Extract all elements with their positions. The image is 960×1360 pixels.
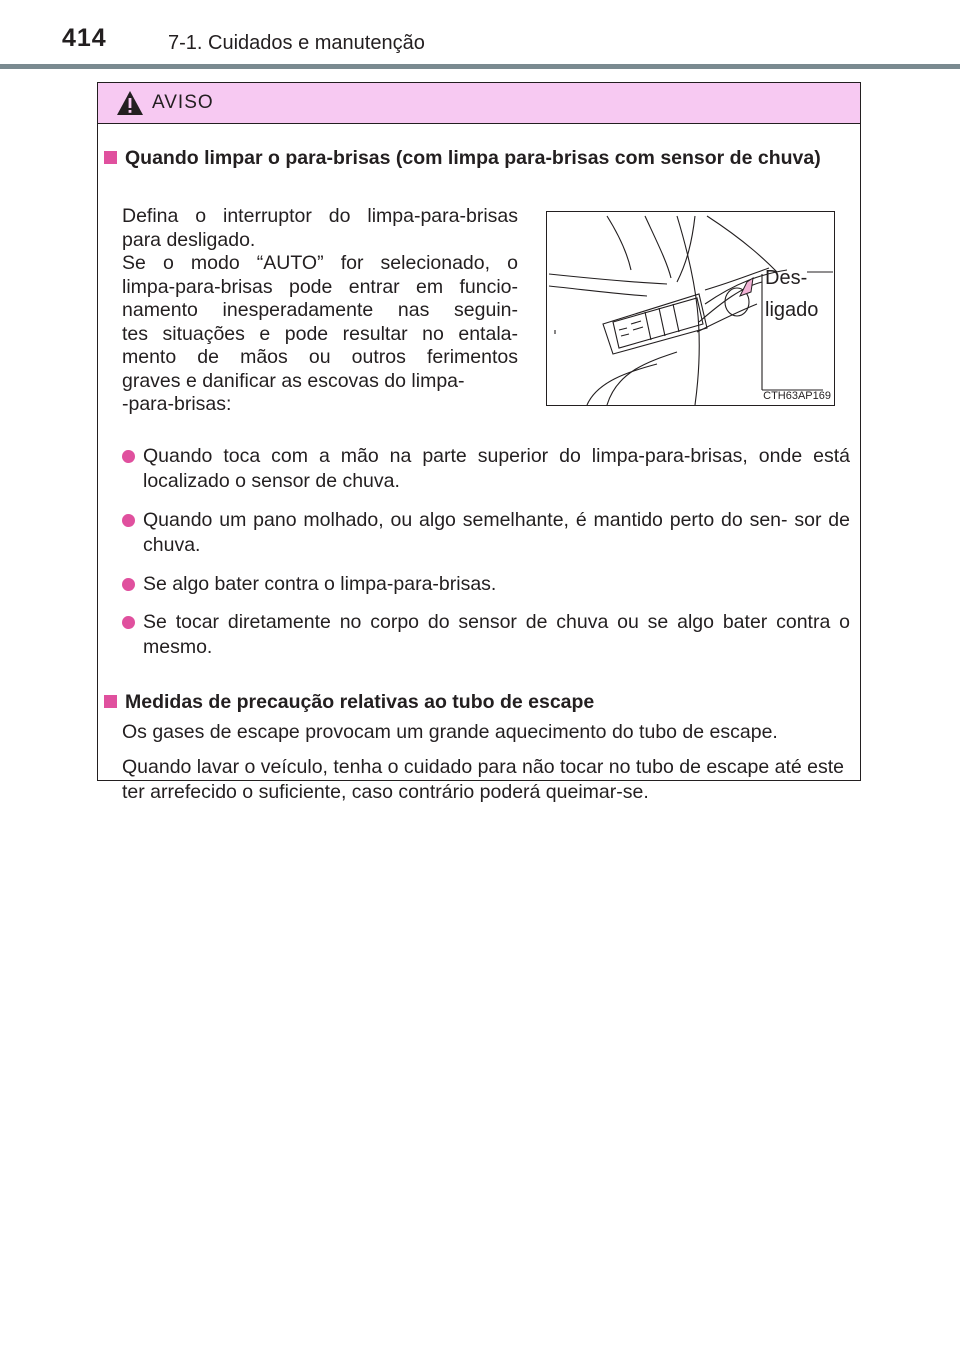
section-title: 7-1. Cuidados e manutenção (168, 32, 425, 54)
intro-line: mento de mãos ou outros ferimentos (122, 346, 518, 368)
warning-header (98, 83, 860, 124)
warning-box (97, 82, 861, 803)
exhaust-paragraph-2: Quando lavar o veículo, tenha o cuidado para não tocar no tubo de escape até este ter arrefecido o suficiente, caso contrário poderá queimar-se. (122, 756, 845, 803)
figure-code: CTH63AP169 (763, 390, 831, 402)
list-item (122, 610, 850, 660)
list-item-text: Se algo bater contra o limpa-para-brisas. (143, 573, 497, 595)
list-item (122, 508, 850, 558)
intro-paragraph (122, 205, 518, 417)
intro-line: Defina o interruptor do limpa-para-brisas (122, 205, 518, 227)
list-item (122, 444, 850, 494)
intro-line: para desligado. (122, 228, 256, 251)
intro-line: Se o modo “AUTO” for selecionado, o (122, 252, 518, 274)
intro-line: -para-brisas: (122, 393, 232, 415)
wiper-switch-illustration (546, 211, 835, 406)
square-bullet-icon (104, 151, 117, 164)
header-rule (0, 64, 960, 69)
list-item-text: Quando toca com a mão na parte superior do limpa-para-brisas, onde está localizado o sensor de chuva. (143, 445, 850, 492)
section-heading-windshield (104, 145, 854, 171)
switch-position-label (765, 262, 818, 326)
square-bullet-icon (104, 695, 117, 708)
label-line: Des- (765, 267, 808, 289)
round-bullet-icon (122, 514, 135, 527)
round-bullet-icon (122, 616, 135, 629)
intro-line: graves e danificar as escovas do limpa- (122, 369, 465, 392)
list-item (122, 572, 850, 597)
section-heading-text: Quando limpar o para-brisas (com limpa para-brisas com sensor de chuva) (125, 147, 821, 169)
warning-triangle-icon (116, 90, 144, 116)
section-heading-text: Medidas de precaução relativas ao tubo de escape (125, 691, 595, 713)
list-item-text: Quando um pano molhado, ou algo semelhante, é mantido perto do sen- sor de chuva. (143, 509, 850, 556)
round-bullet-icon (122, 450, 135, 463)
round-bullet-icon (122, 578, 135, 591)
intro-line: limpa-para-brisas pode entrar em funcio- (122, 275, 518, 298)
intro-line: namento inesperadamente nas seguin- (122, 299, 518, 321)
label-line: ligado (765, 299, 819, 321)
page-number: 414 (62, 24, 107, 52)
warning-title: AVISO (152, 92, 214, 113)
list-item-text: Se tocar diretamente no corpo do sensor de chuva ou se algo bater contra o mesmo. (143, 611, 850, 658)
section-heading-exhaust (104, 689, 854, 715)
intro-line: tes situações e pode resultar no entala- (122, 322, 518, 345)
exhaust-paragraph-1: Os gases de escape provocam um grande aquecimento do tubo de escape. (122, 721, 778, 743)
